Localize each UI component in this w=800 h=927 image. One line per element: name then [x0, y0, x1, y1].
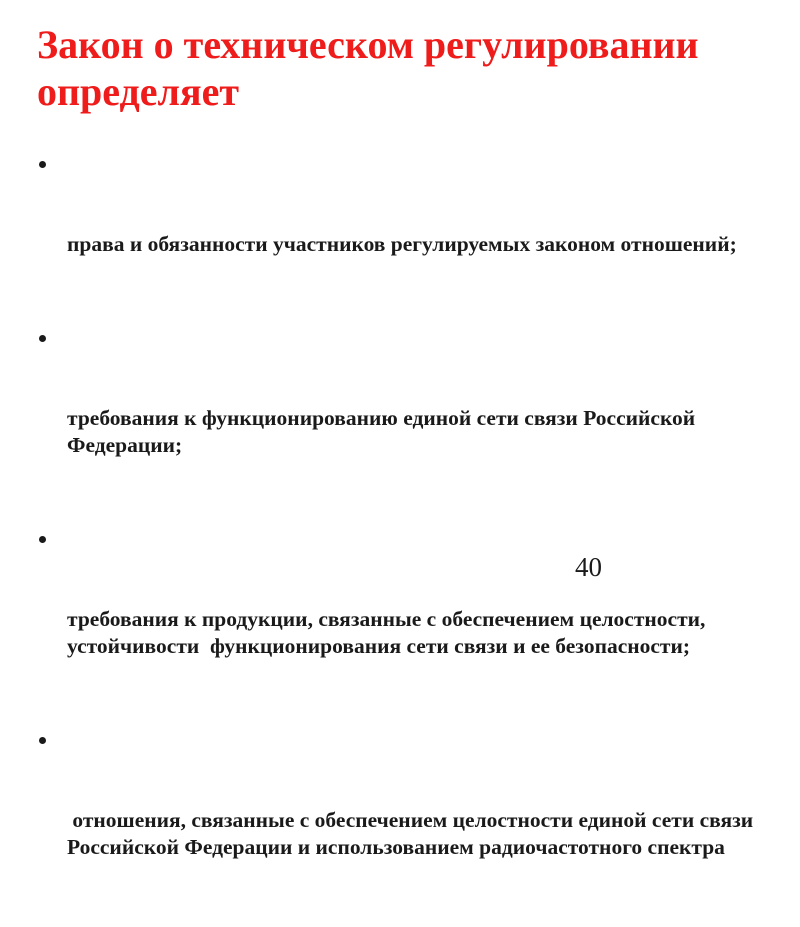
bullet-icon — [39, 335, 46, 342]
bullet-icon — [39, 737, 46, 744]
slide-title: Закон о техническом регулировании определяет — [37, 22, 699, 114]
bullet-text: отношения, связанные с обеспечением целостности единой сети связи Российской Федерации и использованием радиочастотного спектра — [67, 808, 759, 859]
bullet-text: права и обязанности участников регулируемых законом отношений; — [67, 232, 737, 256]
page-number: 40 — [575, 552, 602, 582]
bullet-icon — [39, 161, 46, 168]
list-item — [39, 525, 769, 714]
bullet-text: требования к функционированию единой сети связи Российской Федерации; — [67, 406, 701, 457]
bullet-text: требования к продукции, связанные с обеспечением целостности, устойчивости функционирования сети связи и ее безопасности; — [67, 607, 711, 658]
list-item — [39, 726, 769, 915]
bullet-list — [39, 150, 769, 927]
list-item — [39, 150, 769, 312]
bullet-icon — [39, 536, 46, 543]
list-item — [39, 324, 769, 513]
